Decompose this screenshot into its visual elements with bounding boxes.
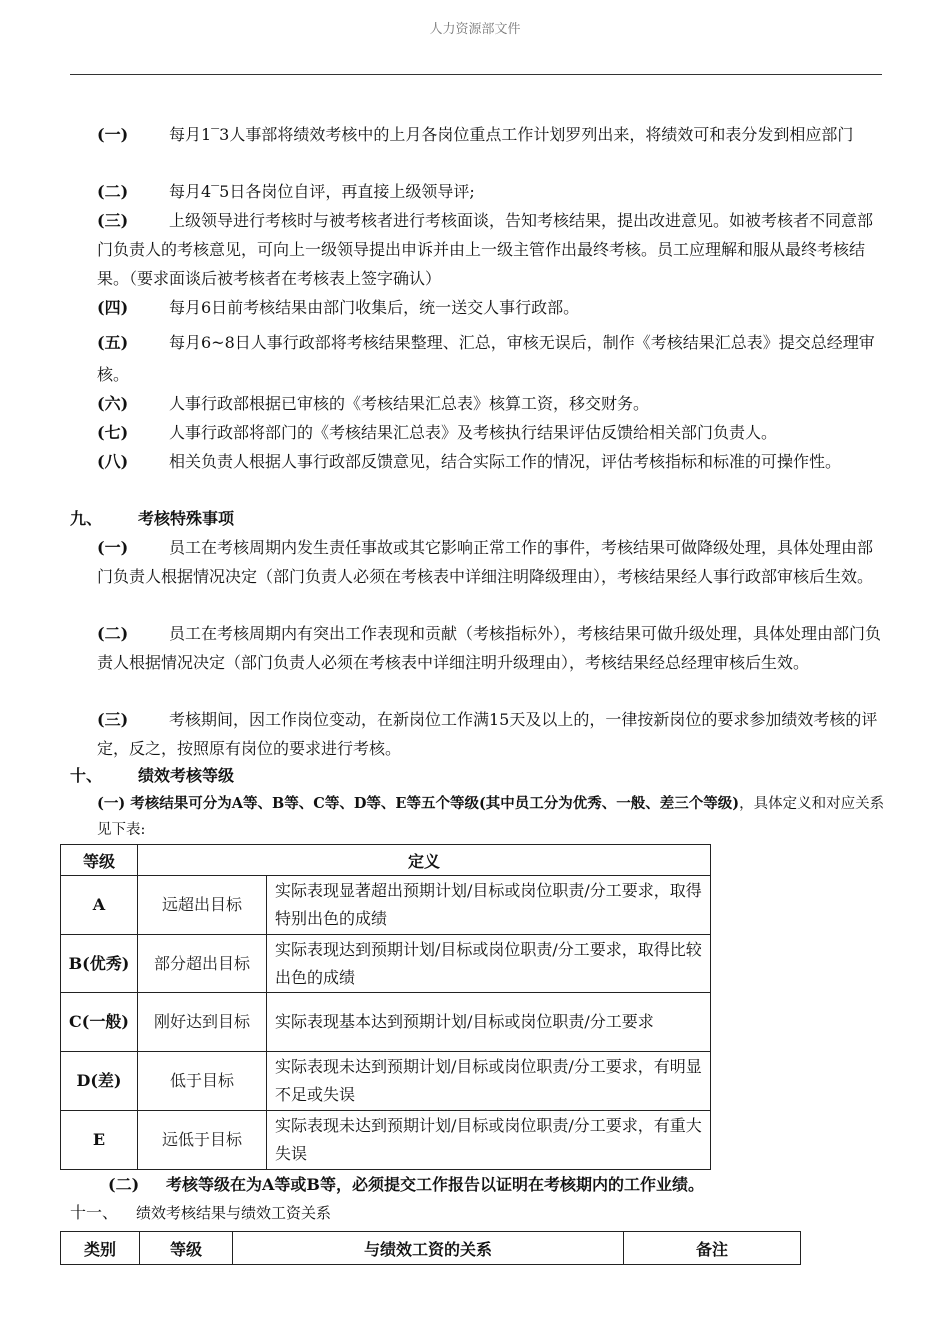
section11-heading: 十一、 绩效考核结果与绩效工资关系: [70, 1203, 332, 1222]
table-row: C(一般) 刚好达到目标 实际表现基本达到预期计划/目标或岗位职责/分工要求: [61, 993, 711, 1052]
process-item-5: (五) 每月6~8日人事行政部将考核结果整理、汇总，审核无误后，制作《考核结果汇总表》提交总经理审核。: [97, 333, 875, 384]
section10-intro: (一) 考核结果可分为A等、B等、C等、D等、E等五个等级(其中员工分为优秀、一般、差三个等级)，具体定义和对应关系见下表:: [97, 795, 885, 838]
category-header: 类别: [61, 1232, 140, 1265]
grade-definition-table: [60, 844, 711, 1170]
section10-heading: 十、 绩效考核等级: [70, 766, 235, 785]
section10-note: (二) 考核等级在为A等或B等，必须提交工作报告以证明在考核期内的工作业绩。: [108, 1175, 704, 1194]
table-header-row: [61, 845, 711, 876]
table-row: A 远超出目标 实际表现显著超出预期计划/目标或岗位职责/分工要求，取得特别出色的成绩: [61, 876, 711, 935]
process-item-4: (四) 每月6日前考核结果由部门收集后，统一送交人事行政部。: [97, 298, 580, 317]
definition-header: 定义: [138, 845, 711, 876]
process-item-2: (二) 每月4‾5日各岗位自评，再直接上级领导评;: [97, 182, 475, 201]
process-item-8: (八) 相关负责人根据人事行政部反馈意见，结合实际工作的情况，评估考核指标和标准的可操作性。: [97, 452, 842, 471]
section9-item-3: (三) 考核期间，因工作岗位变动，在新岗位工作满15天及以上的，一律按新岗位的要求参加绩效考核的评定，反之，按照原有岗位的要求进行考核。: [97, 710, 878, 758]
process-item-7: (七) 人事行政部将部门的《考核结果汇总表》及考核执行结果评估反馈给相关部门负责人。: [97, 423, 778, 442]
table-row: B(优秀) 部分超出目标 实际表现达到预期计划/目标或岗位职责/分工要求，取得比较出色的成绩: [61, 935, 711, 993]
salary-relation-table: [60, 1231, 801, 1265]
page-header: 人力资源部文件: [429, 22, 521, 37]
process-item-6: (六) 人事行政部根据已审核的《考核结果汇总表》核算工资，移交财务。: [97, 394, 650, 413]
header-rule: [70, 74, 882, 75]
remark-header: 备注: [624, 1232, 801, 1265]
section9-item-2: (二) 员工在考核周期内有突出工作表现和贡献（考核指标外），考核结果可做升级处理，具体处理由部门负责人根据情况决定（部门负责人必须在考核表中详细注明升级理由），考核结果经总经理审核后生效。: [97, 624, 882, 672]
relation-header: 与绩效工资的关系: [233, 1232, 624, 1265]
process-item-1: (一) 每月1‾3人事部将绩效考核中的上月各岗位重点工作计划罗列出来，将绩效可和表分发到相应部门: [97, 125, 854, 144]
section9-item-1: (一) 员工在考核周期内发生责任事故或其它影响正常工作的事件，考核结果可做降级处理，具体处理由部门负责人根据情况决定（部门负责人必须在考核表中详细注明降级理由），考核结果经人事行政部审核后生效。: [97, 538, 874, 586]
table-row: D(差) 低于目标 实际表现未达到预期计划/目标或岗位职责/分工要求，有明显不足或失误: [61, 1052, 711, 1111]
table-header-row: [61, 1232, 801, 1265]
grade-header: 等级: [61, 845, 138, 876]
process-item-3: (三) 上级领导进行考核时与被考核者进行考核面谈，告知考核结果，提出改进意见。如被考核者不同意部门负责人的考核意见，可向上一级领导提出申诉并由上一级主管作出最终考核。员工应理解和服从最终考核结果。（要求面谈后被考核者在考核表上签字确认）: [97, 211, 874, 288]
table-row: E 远低于目标 实际表现未达到预期计划/目标或岗位职责/分工要求，有重大失误: [61, 1111, 711, 1170]
grade-header: 等级: [140, 1232, 233, 1265]
section9-heading: 九、 考核特殊事项: [70, 509, 235, 528]
